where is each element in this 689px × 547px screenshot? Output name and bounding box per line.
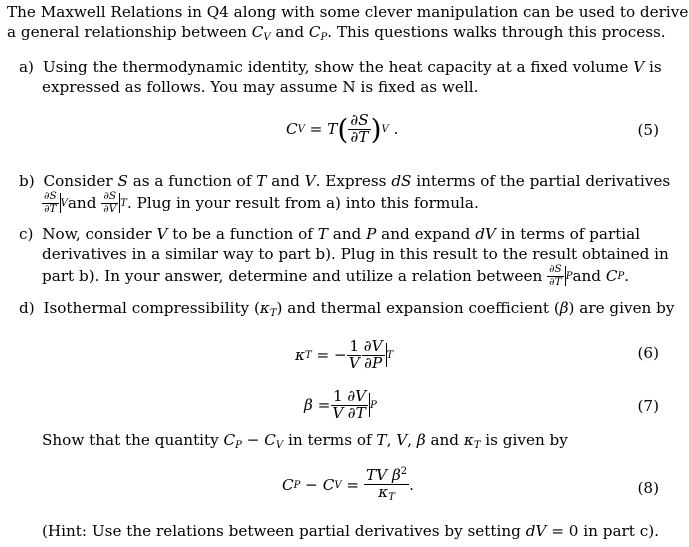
part-b-line-2: $\frac{\partial S}{\partial T}$ V and $\frac{\partial S}{\partial V}$ T . Plug in your result from a) into this formula. xyxy=(44,190,479,215)
part-c-text-3b: and xyxy=(572,267,602,285)
part-c-text-3a: part b). In your answer, determine and utilize a relation between xyxy=(42,267,543,285)
part-b-text-1a: Consider xyxy=(43,172,118,190)
part-d-show-d: is given by xyxy=(480,431,568,449)
intro-line-2: a general relationship between $C_V$ and $C_P$. This questions walks through this process. xyxy=(7,23,666,43)
part-d-show-line: Show that the quantity $C_P - C_V$ in terms of T, V, β and $\kappa_T$ is given by xyxy=(42,431,568,451)
equation-6: κ T = − $\frac{1}{V}$ $\frac{\partial V}{\partial P}$ T xyxy=(295,336,394,372)
part-c-text-1b: to be a function of xyxy=(167,225,318,243)
part-c-line-1: c) Now, consider V to be a function of T and P and expand dV in terms of partial xyxy=(19,225,641,243)
intro-text-2b: and xyxy=(270,23,309,41)
part-d-text-1c: ) are given by xyxy=(568,299,675,317)
hint-line: (Hint: Use the relations between partial derivatives by setting dV = 0 in part c). xyxy=(42,522,659,540)
intro-line-1 xyxy=(7,2,688,22)
part-c-line-3: part b). In your answer, determine and utilize a relation between $\frac{\partial S}{\partial T}$ P and C P . xyxy=(42,263,630,288)
intro-text-1: The Maxwell Relations in Q4 along with some clever manipulation can be used to derive xyxy=(7,3,689,21)
part-c-text-3c: . xyxy=(624,267,630,285)
part-d-label: d) xyxy=(19,299,35,317)
eq-number-6: (6) xyxy=(637,344,659,362)
part-b-text-1c: and xyxy=(266,172,305,190)
part-c-text-1e: in terms of partial xyxy=(495,225,641,243)
part-d-show-c: and xyxy=(425,431,464,449)
part-c-label: c) xyxy=(19,225,34,243)
eq-number-8: (8) xyxy=(637,479,659,497)
part-d-show-b: in terms of xyxy=(283,431,377,449)
intro-text-2a: a general relationship between xyxy=(7,23,252,41)
part-b-line-1: b) Consider S as a function of T and V. Express dS interms of the partial derivatives xyxy=(19,172,671,190)
part-d-line-1: d) Isothermal compressibility $(\kappa_T)$ and thermal expansion coefficient (β) are given by xyxy=(19,299,675,319)
part-b-label: b) xyxy=(19,172,35,190)
part-b-text-2a: and xyxy=(67,194,97,212)
part-c-text-1c: and xyxy=(327,225,367,243)
equation-7: β = $\frac{1}{V}$ $\frac{\partial V}{\partial T}$ P xyxy=(304,386,377,422)
part-d-text-1a: Isothermal compressibility ( xyxy=(43,299,260,317)
part-a-text-1a: Using the thermodynamic identity, show the heat capacity at a fixed volume xyxy=(42,58,634,76)
part-a-label: a) xyxy=(19,58,34,76)
equation-8: C P − C V = $\frac{TV \beta^2}{\kappa_T}$ . xyxy=(282,465,414,503)
part-b-text-1b: as a function of xyxy=(127,172,257,190)
eq-number-7: (7) xyxy=(637,397,659,415)
part-b-text-1e: interms of the partial derivatives xyxy=(411,172,671,190)
part-a-text-2: expressed as follows. You may assume N is fixed as well. xyxy=(42,78,479,96)
part-b-text-1d: . Express xyxy=(315,172,392,190)
part-c-text-1a: Now, consider xyxy=(42,225,157,243)
part-b-text-2b: . Plug in your result from a) into this formula. xyxy=(126,194,479,212)
eq-number-5: (5) xyxy=(637,121,659,139)
hint-text-b: in part c). xyxy=(578,522,659,540)
equation-5: C V = T ( $\frac{\partial S}{\partial T}$ ) V . xyxy=(286,110,399,146)
part-a-line-2 xyxy=(42,77,478,97)
part-c-line-2 xyxy=(42,244,669,264)
part-a-line-1: a) Using the thermodynamic identity, show the heat capacity at a fixed volume V is xyxy=(19,58,662,76)
intro-text-2c: . This questions walks through this process. xyxy=(327,23,666,41)
part-d-text-1b: ) and thermal expansion coefficient ( xyxy=(276,299,560,317)
part-c-text-2: derivatives in a similar way to part b). Plug in this result to the result obtained in xyxy=(42,245,669,263)
part-d-show-a: Show that the quantity xyxy=(42,431,224,449)
hint-text-a: (Hint: Use the relations between partial derivatives by setting xyxy=(42,522,526,540)
part-c-text-1d: and expand xyxy=(376,225,476,243)
part-a-text-1b: is xyxy=(644,58,662,76)
